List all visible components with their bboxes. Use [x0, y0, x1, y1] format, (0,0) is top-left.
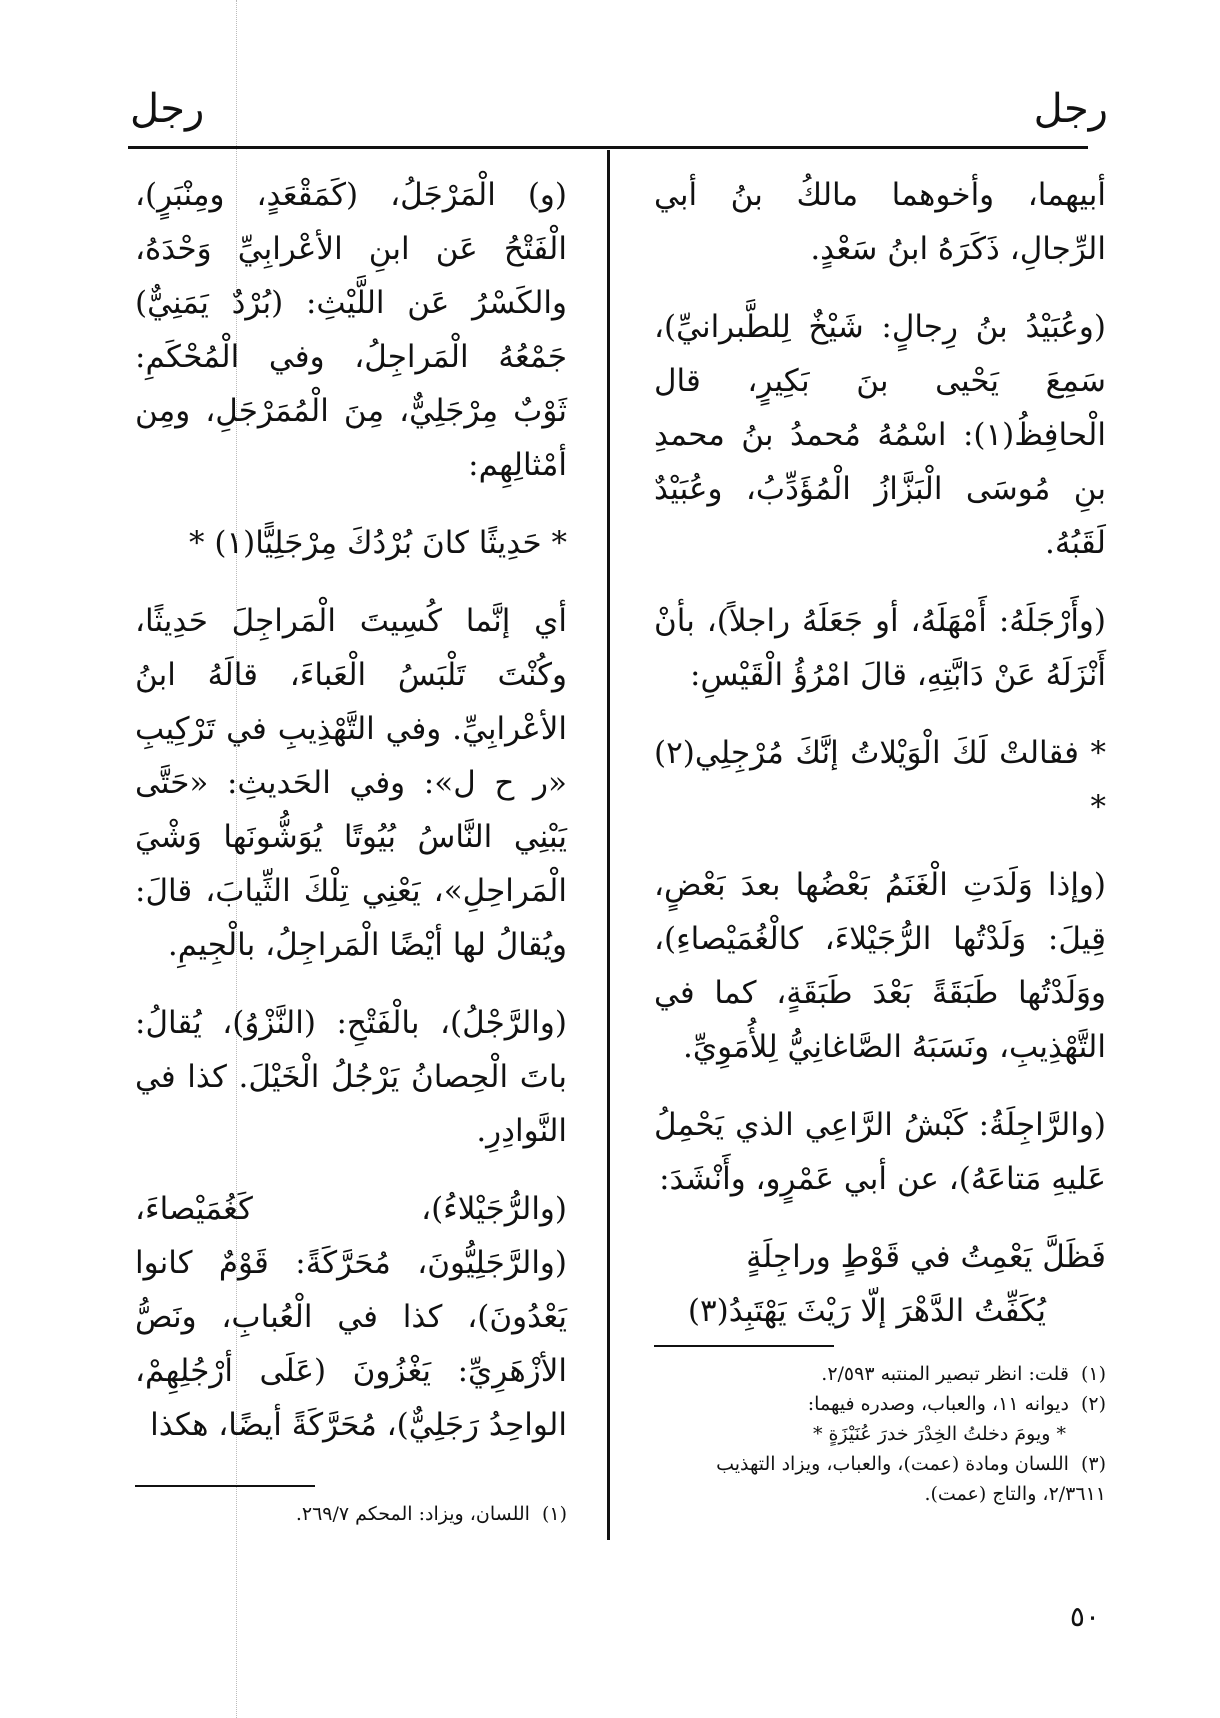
right-column [654, 168, 1106, 1362]
paragraph: (والرَّجْلُ)، بالْفَتْحِ: (النَّزْوُ)، يُقالُ: باتَ الْحِصانُ يَرْجُلُ الْخَيْلَ. كذا في النَّوادِرِ. [135, 1005, 567, 1149]
paragraph: (وأَرْجَلَهُ: أَمْهَلَهُ، أو جَعَلَهُ راجلاً)، بأنْ أَنْزَلَهُ عَنْ دَابَّتِهِ، قالَ امْرُؤُ الْقَيْسِ: [654, 603, 1106, 693]
header-rule [128, 146, 1088, 149]
paragraph: (والرَّاجِلَةُ: كَبْشُ الرَّاعِي الذي يَحْمِلُ عَليهِ مَتاعَهُ)، عن أبي عَمْرٍو، وأَنْشَدَ: [654, 1107, 1106, 1197]
footnote-rule [135, 1485, 315, 1487]
footnote: (١)اللسان، ويزاد: المحكم ٢٦٩/٧. [295, 1503, 567, 1525]
verse-line-1: فَظَلَّ يَعْمِتُ في قَوْطٍ وراجِلَةٍ [746, 1239, 1106, 1275]
footnotes-right [654, 1345, 1106, 1509]
paragraph: (وإذا وَلَدَتِ الْغَنَمُ بَعْضُها بعدَ بَعْضٍ، قِيلَ: وَلَدْتُها الرُّجَيْلاءَ، كالْغُمَيْصاءِ)، ووَلَدْتُها طَبَقَةً بَعْدَ طَبَقَةٍ، كما في التَّهْذِيبِ، ونَسَبَهُ الصَّاغانِيُّ لِلأُمَوِيِّ. [654, 867, 1106, 1065]
footnotes-left [135, 1485, 567, 1529]
header-right-word: رجل [1033, 86, 1108, 132]
paragraph: (وعُبَيْدُ بنُ رِجالٍ: شَيْخٌ لِلطَّبرانيِّ)، سَمِعَ يَحْيى بنَ بَكِيرٍ، قال الْحافِظُ(١): اسْمُهُ مُحمدُ بنُ محمدِ بنِ مُوسَى الْبَزَّازُ الْمُؤَدِّبُ، وعُبَيْدٌ لَقَبُهُ. [654, 309, 1106, 561]
footnote-rule [654, 1345, 834, 1347]
footnote: (١)قلت: انظر تبصير المنتبه ٢/٥٩٣. [821, 1363, 1106, 1385]
page-number: ٥٠ [1069, 1600, 1100, 1633]
paragraph: أبيهما، وأخوهما مالكُ بنُ أبي الرِّجالِ، ذَكَرَهُ ابنُ سَعْدٍ. [654, 177, 1106, 267]
header-left-word: رجل [130, 86, 205, 132]
paragraph: (و) الْمَرْجَلُ، (كَمَقْعَدٍ، ومِنْبَرٍ)، الْفَتْحُ عَن ابنِ الأعْرابِيِّ وَحْدَهُ، والكَسْرُ عَن اللَّيْثِ: (بُرْدٌ يَمَنِيٌّ) جَمْعُهُ الْمَراجِلُ، وفي الْمُحْكَمِ: ثَوْبٌ مِرْجَلِيٌّ، مِنَ الْمُمَرْجَلِ، ومِن أمْثالِهِم: [135, 177, 567, 483]
verse-hemistich: * فقالتْ لَكَ الْوَيْلاتُ إنَّكَ مُرْجِلِي(٢) * [654, 735, 1106, 825]
paragraph: (والرُّجَيْلاءُ)، كَغُمَيْصاءَ، (والرَّجَلِيُّونَ، مُحَرَّكَةً: قَوْمٌ كانوا يَعْدُونَ)، كذا في الْعُبابِ، ونَصُّ الأزْهَرِيِّ: يَغْزُونَ (عَلَى أرْجُلِهِمْ، الواحِدُ رَجَلِيٌّ)، مُحَرَّكَةً أيضًا، هكذا [135, 1191, 567, 1443]
paragraph: أي إنَّما كُسِيتَ الْمَراجِلَ حَدِيثًا، وكُنْتَ تَلْبَسُ الْعَباءَ، قالَهُ ابنُ الأعْرابِيِّ. وفي التَّهْذِيبِ في تَرْكِيبِ «ر ح ل»: وفي الحَديثِ: «حَتَّى يَبْنِي النَّاسُ بُيُوتًا يُوَشُّونَها وَشْيَ الْمَراحِلِ»، يَعْنِي تِلْكَ الثِّيابَ، قالَ: ويُقالُ لها أيْضًا الْمَراجِلُ، بالْجِيمِ. [135, 603, 567, 963]
column-divider [607, 150, 610, 1540]
footnote: * ويومَ دخلتُ الخِدْرَ خدرَ عُنَيْزَةٍ * [812, 1423, 1066, 1445]
footnote: (٢)ديوانه ١١، والعباب، وصدره فيهما: [807, 1393, 1106, 1415]
footnote: (٣)اللسان ومادة (عمت)، والعباب، ويزاد التهذيب ٢/٣٦١١، والتاج (عمت). [716, 1453, 1106, 1505]
poem-verse [654, 1230, 1106, 1338]
verse-line-2: يُكَفِّتُ الدَّهْرَ إلّا رَيْثَ يَهْتَبِدُ(٣) [687, 1293, 1046, 1329]
verse-hemistich: * حَدِيثًا كانَ بُرْدُكَ مِرْجَلِيًّا(١) * [189, 525, 567, 561]
left-column [135, 168, 567, 1476]
